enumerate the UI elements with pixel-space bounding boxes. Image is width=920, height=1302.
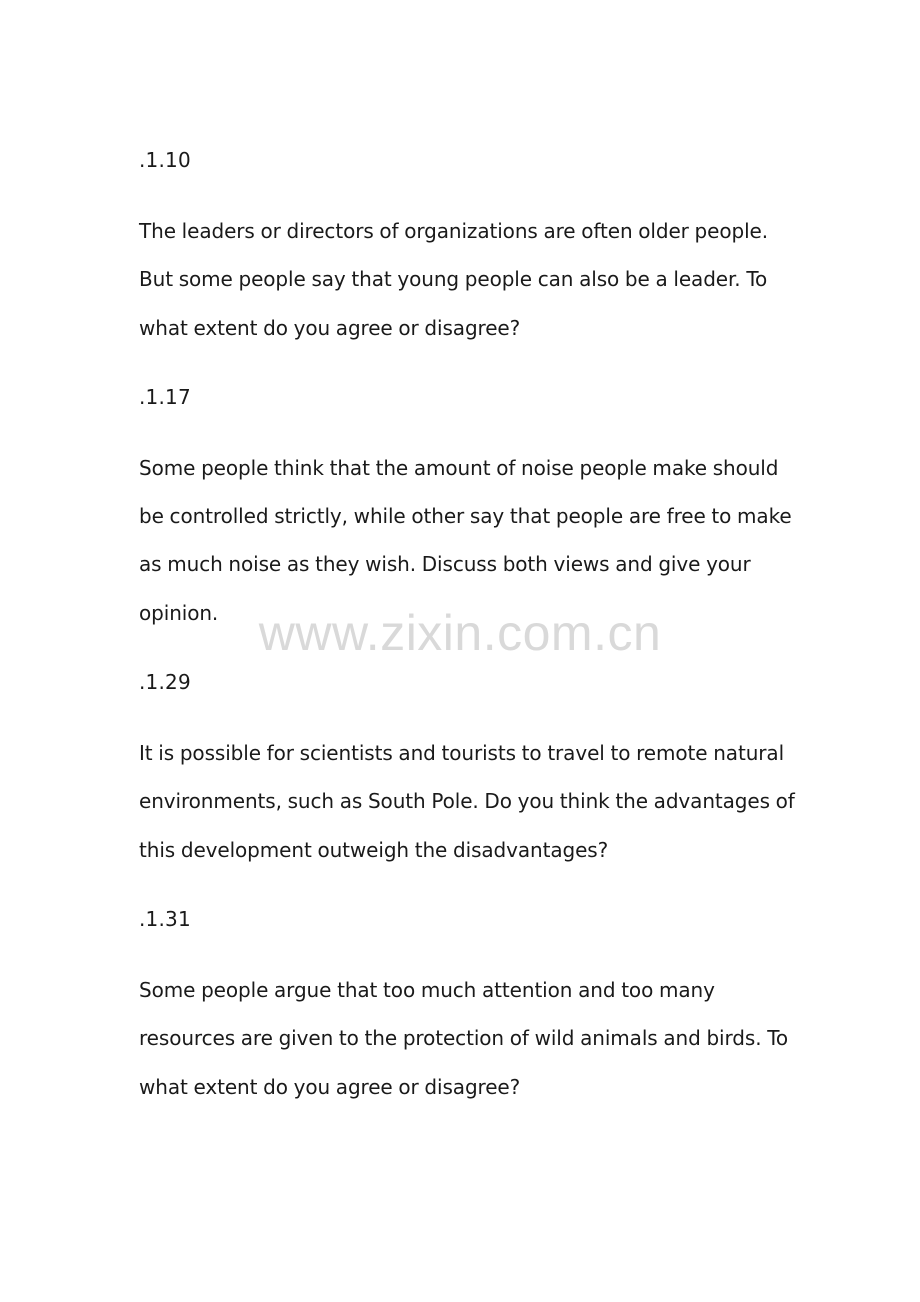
topic-entry bbox=[139, 374, 799, 637]
topic-entry bbox=[139, 896, 799, 1111]
watermark: www.zixin.com.cn bbox=[258, 605, 662, 661]
topic-prompt: Some people think that the amount of noise people make should be controlled strictly, while other say that people are free to make as much noise as they wish. Discuss both views and give your opinion. bbox=[139, 455, 792, 625]
topic-entry bbox=[139, 659, 799, 874]
topic-date: .1.10 bbox=[139, 148, 191, 172]
topic-entry bbox=[139, 137, 799, 352]
essay-topic-list bbox=[139, 137, 799, 1133]
topic-date: .1.29 bbox=[139, 670, 191, 695]
topic-prompt: The leaders or directors of organizations are often older people. But some people say that young people can also be a leader. To what extent do you agree or disagree? bbox=[139, 219, 769, 340]
topic-prompt: Some people argue that too much attention and too many resources are given to the protection of wild animals and birds. To what extent do you agree or disagree? bbox=[139, 977, 789, 1099]
topic-date: .1.17 bbox=[139, 384, 191, 409]
topic-date: .1.31 bbox=[139, 906, 191, 931]
topic-prompt: It is possible for scientists and tourists to travel to remote natural environments, such as South Pole. Do you think the advantages of this development outweigh the disadvantages? bbox=[139, 741, 795, 862]
